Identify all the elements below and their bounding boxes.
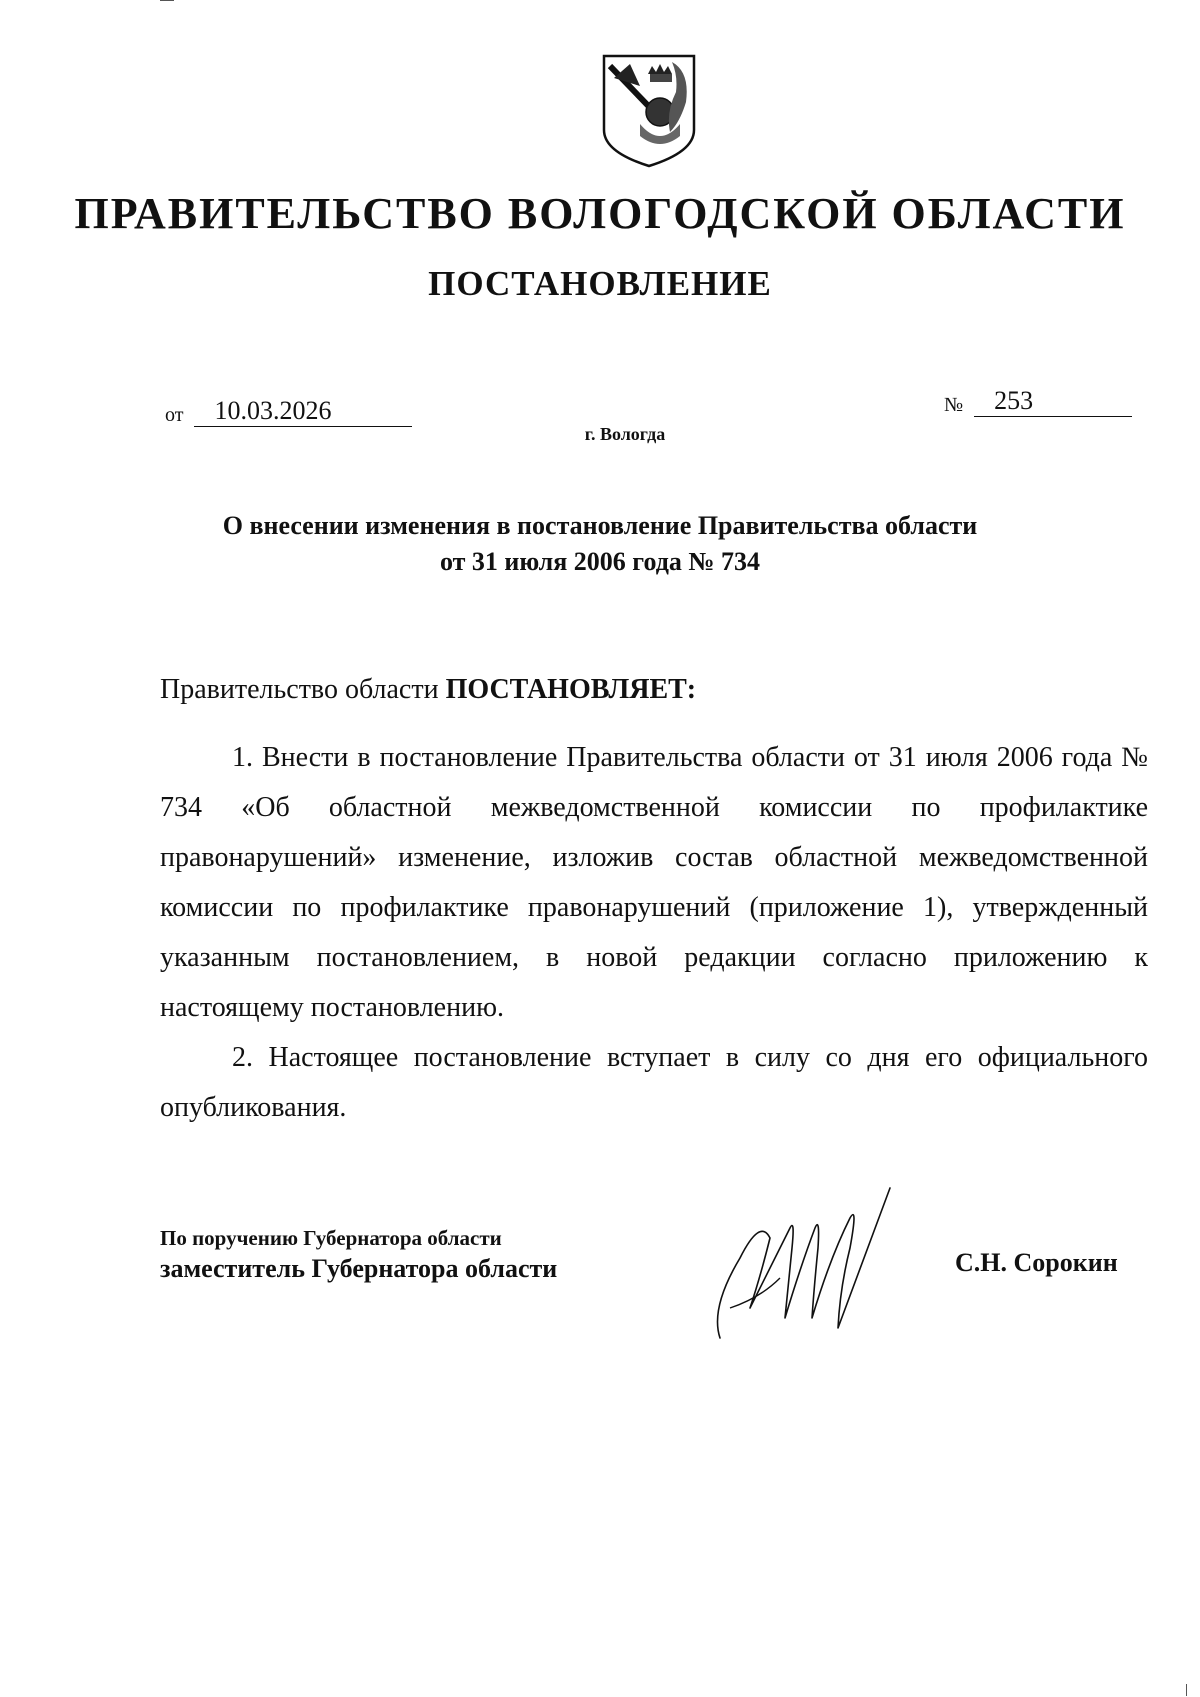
document-subject xyxy=(0,508,1200,580)
subject-line-1: О внесении изменения в постановление Правительства области xyxy=(222,511,978,540)
signer-position xyxy=(160,1224,557,1286)
scan-artifact xyxy=(160,0,174,1)
document-body xyxy=(160,733,1148,1133)
date-prefix: от xyxy=(165,404,184,426)
subject-line-2: от 31 июля 2006 года № 734 xyxy=(440,547,760,576)
government-title: ПРАВИТЕЛЬСТВО ВОЛОГОДСКОЙ ОБЛАСТИ xyxy=(74,189,1126,238)
signer-position-line-1: По поручению Губернатора области xyxy=(160,1226,502,1250)
city-label: г. Вологда xyxy=(584,424,666,444)
preamble-verb: ПОСТАНОВЛЯЕТ: xyxy=(445,674,697,705)
signer-name: С.Н. Сорокин xyxy=(955,1248,1118,1277)
number-prefix: № xyxy=(944,394,964,416)
document-number: 253 xyxy=(974,386,1132,417)
signer-position-line-2: заместитель Губернатора области xyxy=(160,1254,558,1283)
body-paragraph-2: 2. Настоящее постановление вступает в силу со дня его официального опубликования. xyxy=(160,1042,1148,1123)
coat-of-arms-icon xyxy=(600,52,698,170)
scan-artifact xyxy=(1186,1684,1187,1696)
number-field xyxy=(944,386,1132,417)
preamble xyxy=(160,674,696,706)
date-field xyxy=(165,396,412,427)
body-paragraph-1: 1. Внести в постановление Правительства области от 31 июля 2006 года № 734 «Об областной межведомственной комиссии по профилактике правонарушений» изменение, изложив состав областной межведомственной комиссии по профилактике правонарушений (приложение 1), утвержденный указанным постановлением, в новой редакции согласно приложению к настоящему постановлению. xyxy=(160,742,1148,1023)
document-date: 10.03.2026 xyxy=(194,396,412,427)
handwritten-signature-icon xyxy=(700,1168,910,1358)
document-type-title: ПОСТАНОВЛЕНИЕ xyxy=(428,264,772,303)
preamble-subject: Правительство области xyxy=(160,674,439,705)
